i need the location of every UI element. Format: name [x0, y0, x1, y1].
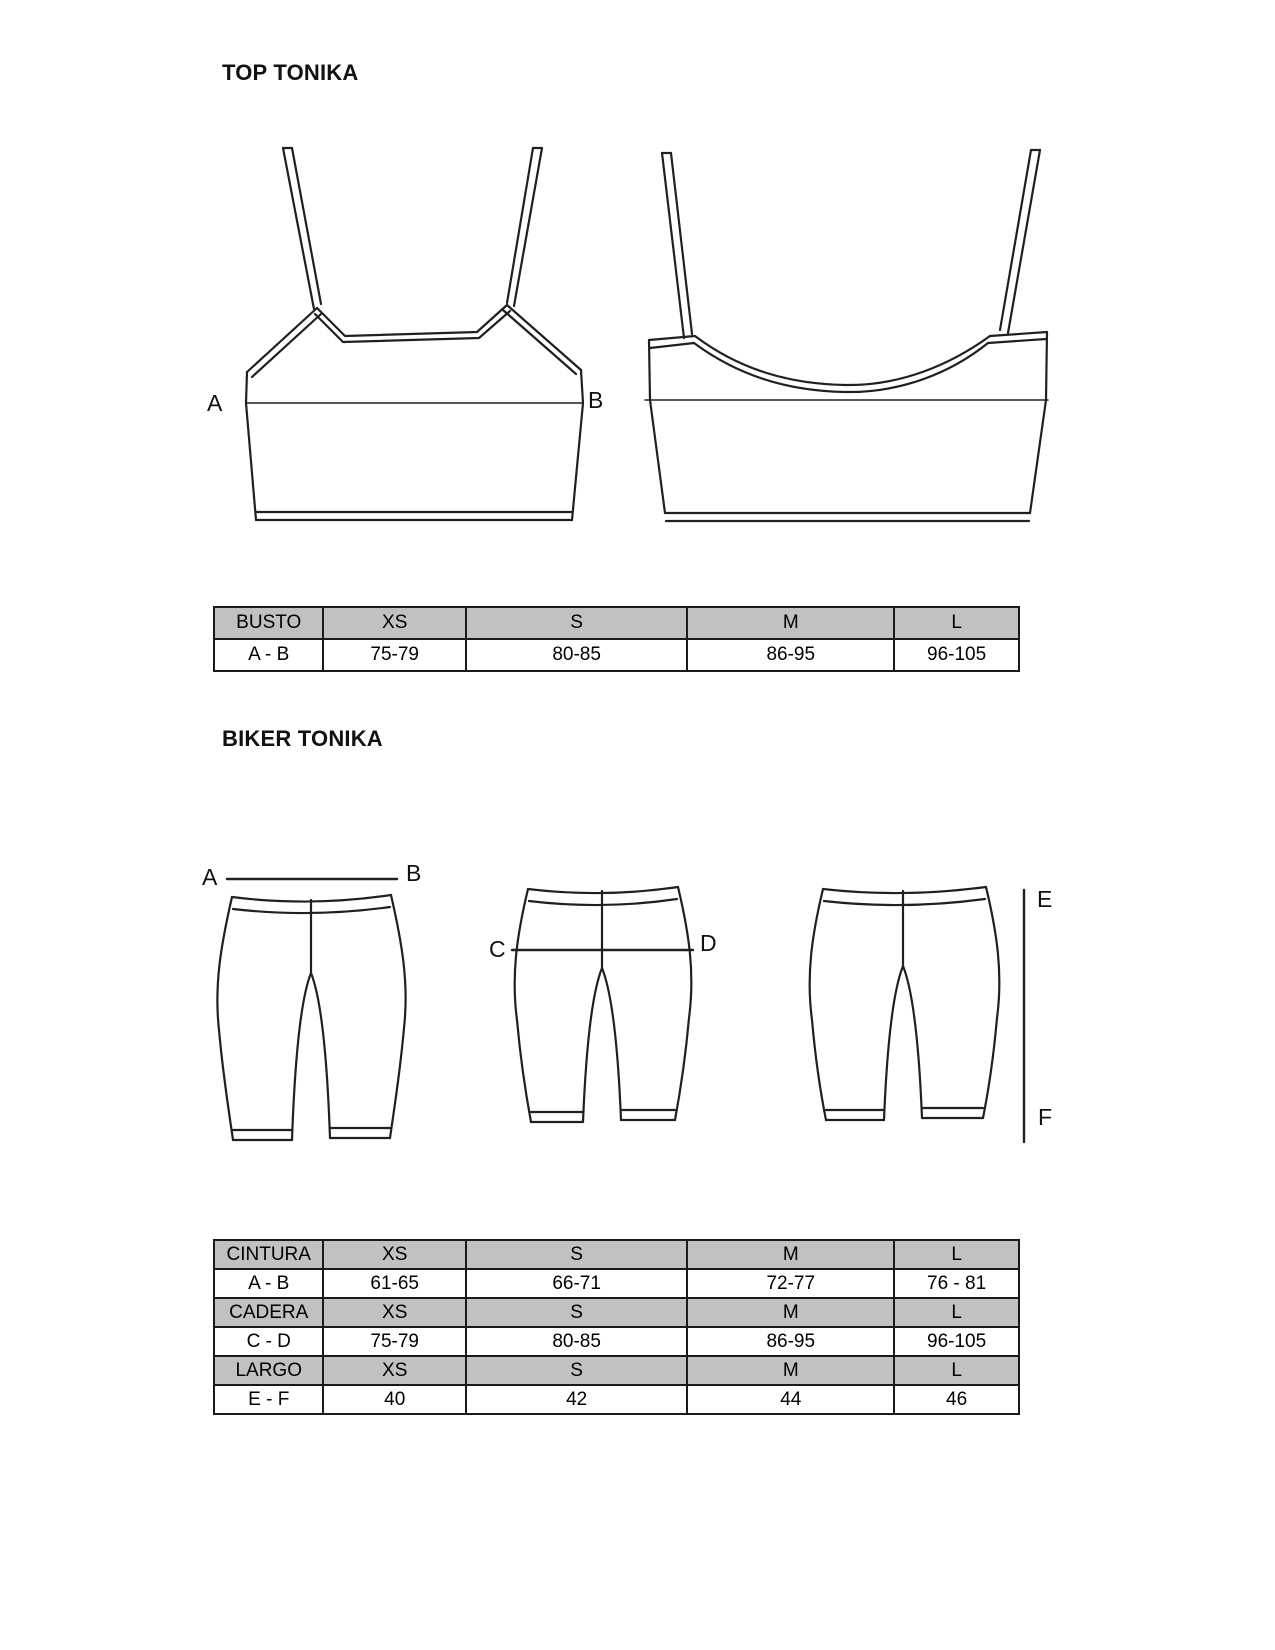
- value-cell: 61-65: [323, 1269, 465, 1298]
- busto-header-cell: BUSTO: [214, 607, 323, 639]
- top-label-b: B: [588, 387, 604, 413]
- biker-hip-view: [512, 887, 693, 1122]
- measure-cell: A - B: [214, 639, 323, 671]
- biker-label-f: F: [1038, 1104, 1053, 1130]
- cadera-header-cell: CADERA: [214, 1298, 323, 1327]
- measure-cell: E - F: [214, 1385, 323, 1414]
- value-cell: 44: [687, 1385, 894, 1414]
- value-cell: 96-105: [894, 639, 1019, 671]
- size-header-cell: S: [466, 1240, 687, 1269]
- value-cell: 72-77: [687, 1269, 894, 1298]
- size-header-cell: M: [687, 607, 894, 639]
- size-header-cell: XS: [323, 1298, 465, 1327]
- biker-label-b: B: [406, 860, 422, 886]
- value-cell: 76 - 81: [894, 1269, 1019, 1298]
- value-cell: 46: [894, 1385, 1019, 1414]
- size-header-cell: XS: [323, 607, 465, 639]
- top-label-a: A: [207, 390, 223, 416]
- size-header-cell: S: [466, 1298, 687, 1327]
- biker-label-c: C: [489, 936, 506, 962]
- value-cell: 86-95: [687, 1327, 894, 1356]
- biker-label-a: A: [202, 864, 218, 890]
- size-header-cell: XS: [323, 1240, 465, 1269]
- size-header-cell: L: [894, 1240, 1019, 1269]
- value-cell: 80-85: [466, 1327, 687, 1356]
- value-cell: 75-79: [323, 1327, 465, 1356]
- size-header-cell: XS: [323, 1356, 465, 1385]
- size-header-cell: S: [466, 607, 687, 639]
- biker-label-e: E: [1037, 886, 1053, 912]
- biker-back-view: [810, 887, 1024, 1142]
- size-header-cell: L: [894, 607, 1019, 639]
- cadera-header-row: [214, 1298, 1019, 1327]
- size-header-cell: L: [894, 1356, 1019, 1385]
- measure-cell: A - B: [214, 1269, 323, 1298]
- cadera-values-row: [214, 1327, 1019, 1356]
- cintura-header-cell: CINTURA: [214, 1240, 323, 1269]
- cintura-values-row: [214, 1269, 1019, 1298]
- size-header-cell: M: [687, 1240, 894, 1269]
- value-cell: 86-95: [687, 639, 894, 671]
- largo-header-cell: LARGO: [214, 1356, 323, 1385]
- value-cell: 66-71: [466, 1269, 687, 1298]
- measure-cell: C - D: [214, 1327, 323, 1356]
- top-section-title: TOP TONIKA: [222, 60, 359, 85]
- biker-section-title: BIKER TONIKA: [222, 726, 383, 751]
- biker-label-d: D: [700, 930, 717, 956]
- value-cell: 40: [323, 1385, 465, 1414]
- cintura-header-row: [214, 1240, 1019, 1269]
- size-header-cell: L: [894, 1298, 1019, 1327]
- value-cell: 42: [466, 1385, 687, 1414]
- value-cell: 96-105: [894, 1327, 1019, 1356]
- biker-size-table: [213, 1239, 1020, 1415]
- largo-values-row: [214, 1385, 1019, 1414]
- value-cell: 75-79: [323, 639, 465, 671]
- biker-front-view: [217, 879, 405, 1140]
- largo-header-row: [214, 1356, 1019, 1385]
- size-header-cell: M: [687, 1298, 894, 1327]
- size-header-cell: M: [687, 1356, 894, 1385]
- size-header-cell: S: [466, 1356, 687, 1385]
- value-cell: 80-85: [466, 639, 687, 671]
